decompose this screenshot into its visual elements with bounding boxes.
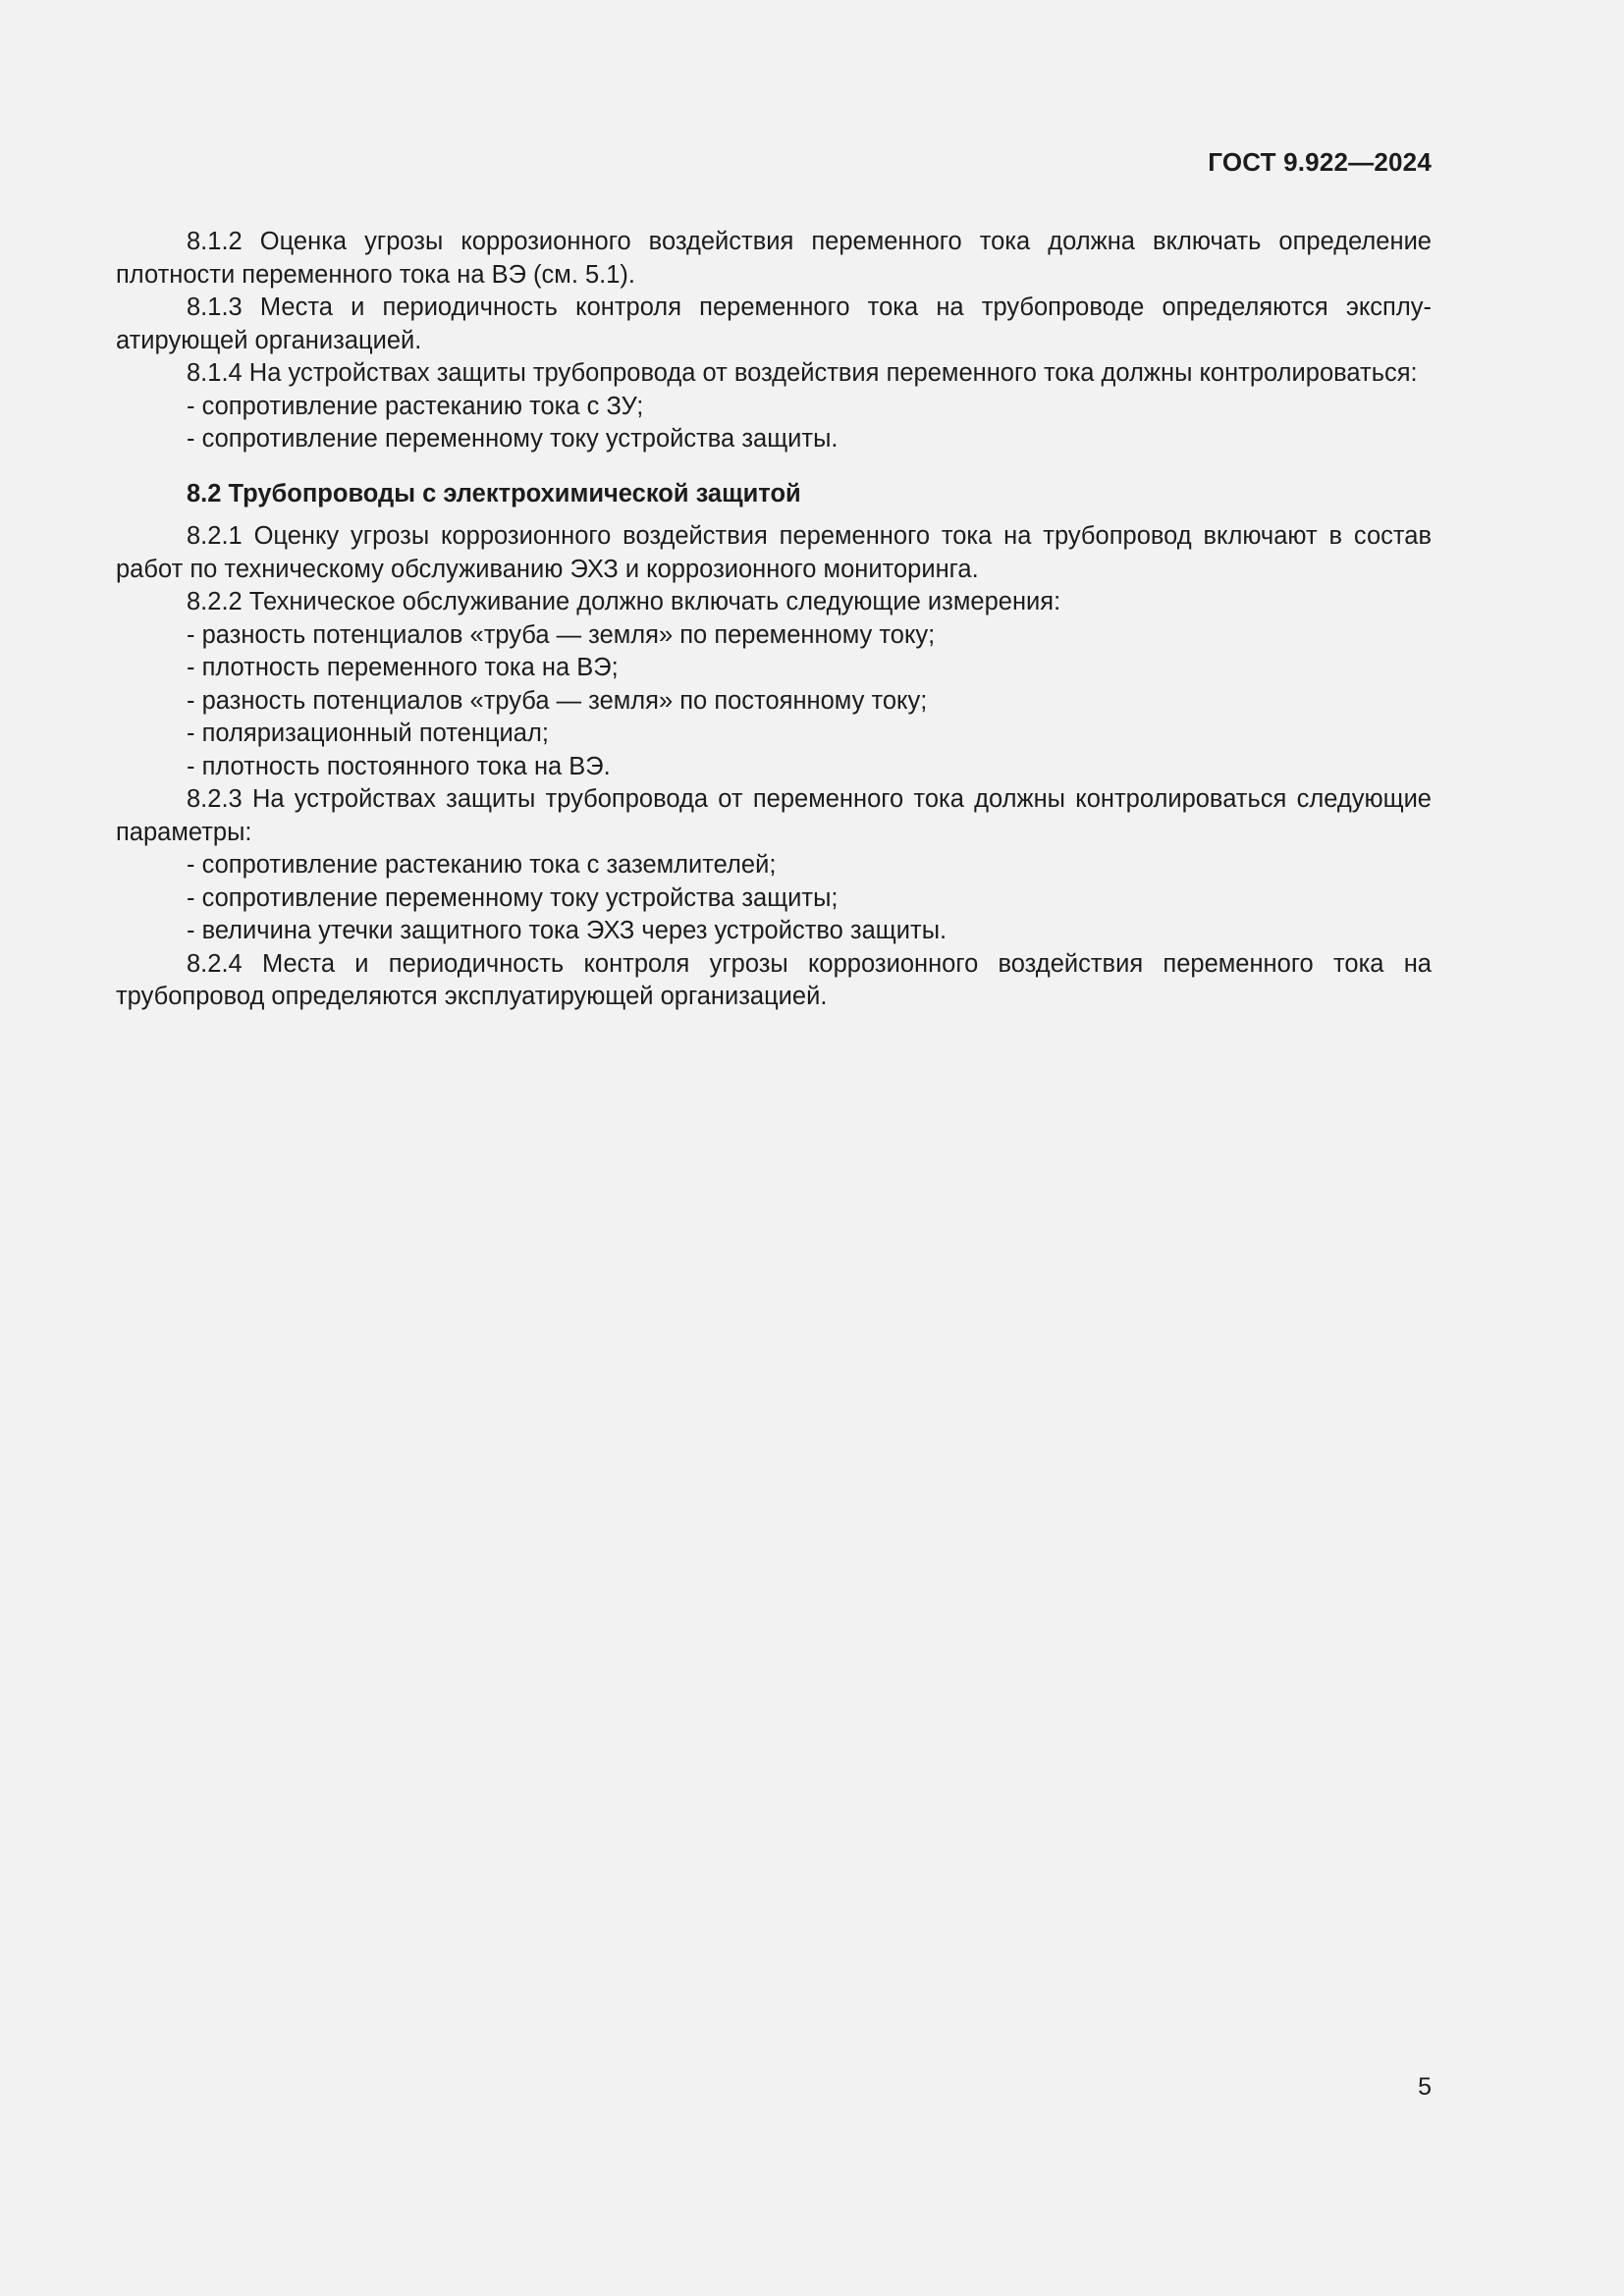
list-item: - поляризационный потенциал; (187, 720, 549, 747)
list-item: - плотность переменного тока на ВЭ; (187, 654, 619, 681)
paragraph-8-1-2: 8.1.2 Оценка угрозы коррозионного воздействия переменного тока должна включать определение плотности переменного тока на ВЭ (см. 5.1). (116, 228, 1432, 289)
paragraph-8-1-4: 8.1.4 На устройствах защиты трубопровода от воздействия переменного тока должны контролироваться: (187, 359, 1418, 387)
page-number: 5 (1418, 2073, 1432, 2101)
list-item: - сопротивление растеканию тока с заземлителей; (187, 851, 777, 879)
list-8-1-4 (116, 391, 1432, 456)
paragraph-8-1-3: 8.1.3 Места и периодичность контроля переменного тока на трубопроводе определяются эксплуатирующей организацией. (116, 294, 1432, 354)
list-item: - разность потенциалов «труба — земля» по постоянному току; (187, 686, 928, 715)
paragraph-8-2-2: 8.2.2 Техническое обслуживание должно включать следующие измерения: (187, 588, 1061, 615)
list-8-2-2 (116, 619, 1432, 784)
list-item: - величина утечки защитного тока ЭХЗ через устройство защиты. (187, 917, 947, 944)
list-item: - сопротивление растеканию тока с ЗУ; (187, 392, 644, 420)
document-header-standard-id: ГОСТ 9.922—2024 (1208, 147, 1432, 177)
list-8-2-3 (116, 849, 1432, 948)
list-item: - сопротивление переменному току устройства защиты. (187, 425, 839, 453)
list-item: - сопротивление переменному току устройства защиты; (187, 883, 839, 912)
document-body (116, 226, 1432, 1014)
list-item: - плотность постоянного тока на ВЭ. (187, 752, 611, 780)
paragraph-8-2-4: 8.2.4 Места и периодичность контроля угрозы коррозионного воздействия переменного тока на трубопровод определяются эксплуатирующей организацией. (116, 949, 1432, 1010)
section-heading-8-2: 8.2 Трубопроводы с электрохимической защитой (187, 479, 801, 507)
paragraph-8-2-3: 8.2.3 На устройствах защиты трубопровода от переменного тока должны контролироваться следующие параметры: (116, 785, 1432, 846)
paragraph-8-2-1: 8.2.1 Оценку угрозы коррозионного воздействия переменного тока на трубопровод включают в состав работ по техническому обслуживанию ЭХЗ и коррозионного мониторинга. (116, 522, 1432, 583)
list-item: - разность потенциалов «труба — земля» по переменному току; (187, 620, 936, 649)
